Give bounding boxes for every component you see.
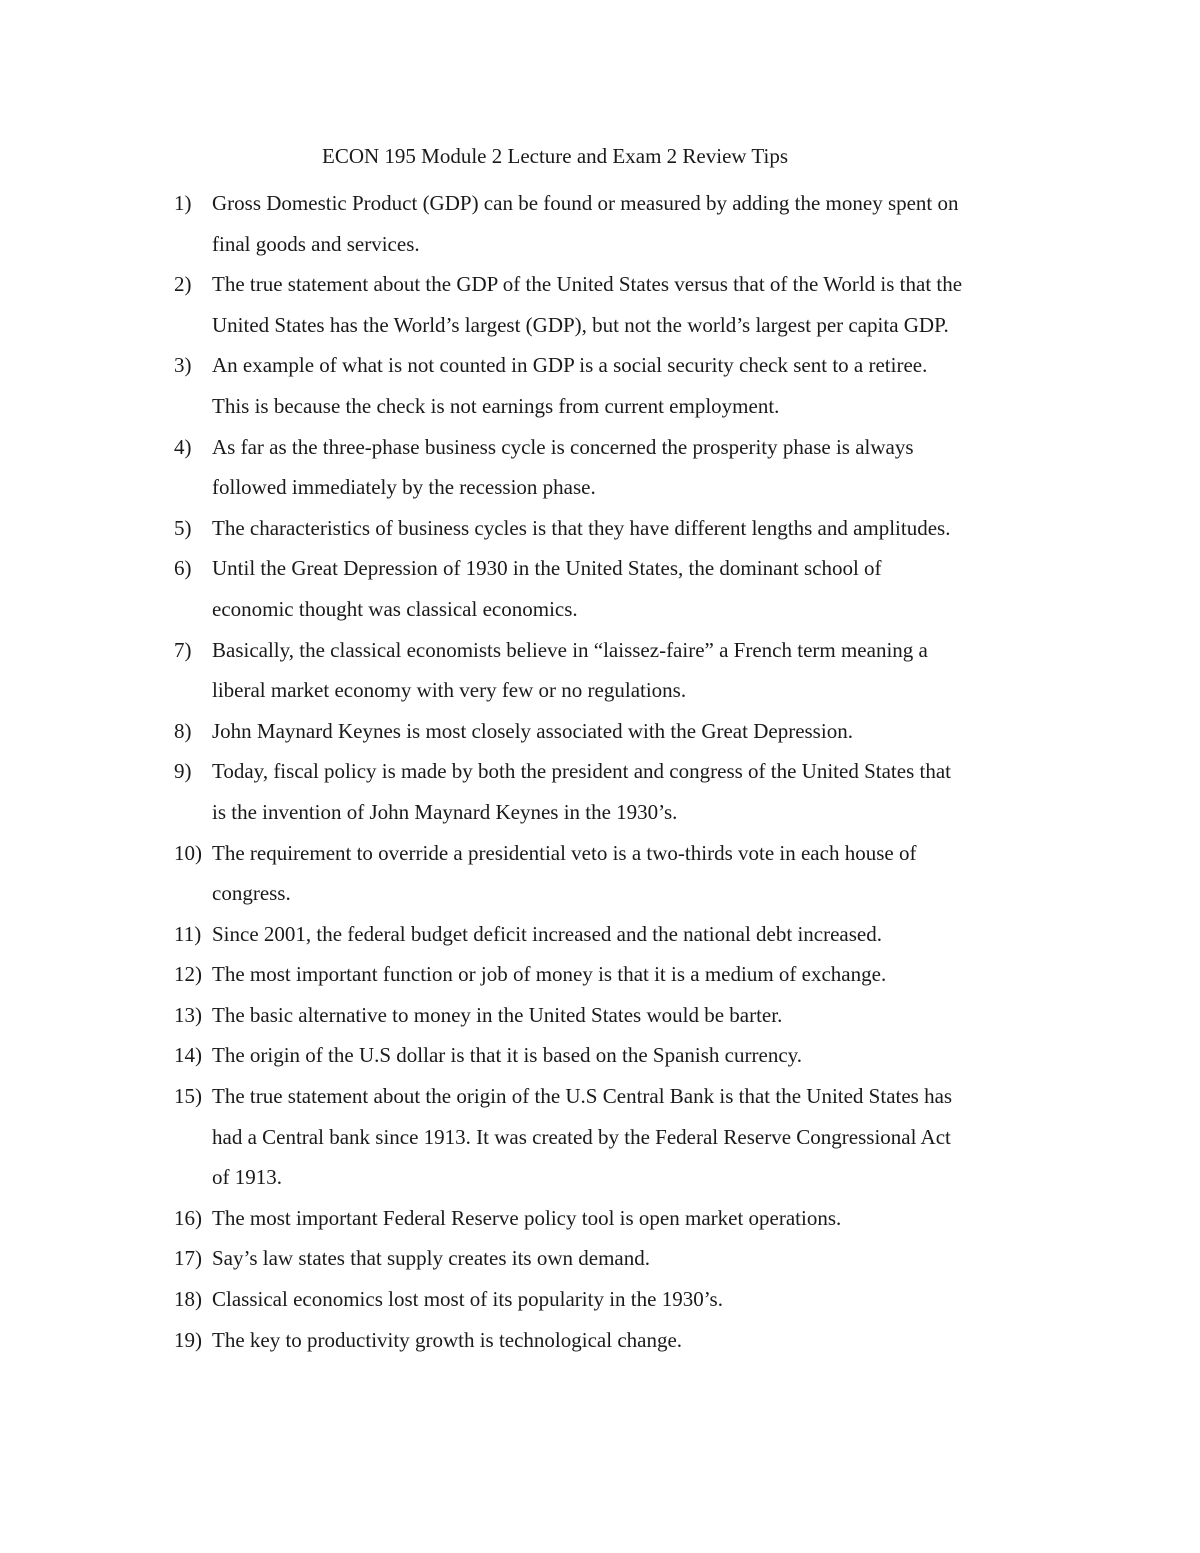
item-number: 3) <box>174 353 192 378</box>
item-number: 7) <box>174 637 192 662</box>
item-text <box>212 1320 1074 1361</box>
list-item <box>174 711 1074 752</box>
item-text <box>212 1238 1074 1279</box>
item-text-line: The most important function or job of money is that it is a medium of exchange. <box>212 962 887 987</box>
item-text-line: This is because the check is not earnings from current employment. <box>212 393 780 418</box>
item-text <box>212 508 1074 549</box>
item-text <box>212 1279 1074 1320</box>
item-text-line: final goods and services. <box>212 231 420 256</box>
list-item <box>174 548 1074 629</box>
item-number: 16) <box>174 1205 202 1230</box>
item-number: 9) <box>174 759 192 784</box>
item-number: 1) <box>174 191 192 215</box>
item-number: 17) <box>174 1246 202 1271</box>
item-text <box>212 1076 1074 1198</box>
item-text-line: The characteristics of business cycles is that they have different lengths and amplitudes. <box>212 515 951 540</box>
item-text-line: Until the Great Depression of 1930 in the United States, the dominant school of <box>212 556 882 581</box>
list-item <box>174 954 1074 995</box>
item-number: 13) <box>174 1002 202 1027</box>
item-text-line: Basically, the classical economists believe in “laissez-faire” a French term meaning a <box>212 637 928 662</box>
list-item <box>174 183 1074 264</box>
item-number: 11) <box>174 921 202 946</box>
item-text <box>212 427 1074 508</box>
list-item <box>174 345 1074 426</box>
item-text-line: The true statement about the GDP of the United States versus that of the World is that the <box>212 272 963 297</box>
review-tips-list <box>174 183 1074 1360</box>
item-number: 10) <box>174 840 202 865</box>
item-text-line: Say’s law states that supply creates its own demand. <box>212 1246 650 1271</box>
list-item <box>174 264 1074 345</box>
item-text-line: The true statement about the origin of the U.S Central Bank is that the United States has <box>212 1084 953 1109</box>
item-text <box>212 548 1074 629</box>
document-title: ECON 195 Module 2 Lecture and Exam 2 Review Tips <box>322 144 789 168</box>
item-text <box>212 995 1074 1036</box>
item-number: 14) <box>174 1043 202 1068</box>
item-text-line: congress. <box>212 881 291 906</box>
list-item <box>174 914 1074 955</box>
item-number: 18) <box>174 1287 202 1312</box>
list-item <box>174 1198 1074 1239</box>
item-text <box>212 183 1074 264</box>
item-text-line: The requirement to override a presidential veto is a two-thirds vote in each house of <box>212 840 917 865</box>
item-text-line: liberal market economy with very few or no regulations. <box>212 678 687 703</box>
item-text-line: John Maynard Keynes is most closely associated with the Great Depression. <box>212 718 853 743</box>
item-text-line: The most important Federal Reserve policy tool is open market operations. <box>212 1205 842 1230</box>
list-item <box>174 427 1074 508</box>
item-text <box>212 630 1074 711</box>
item-text-line: economic thought was classical economics. <box>212 596 578 621</box>
item-text-line: Classical economics lost most of its popularity in the 1930’s. <box>212 1287 723 1312</box>
item-text <box>212 954 1074 995</box>
item-text-line: United States has the World’s largest (GDP), but not the world’s largest per capita GDP. <box>212 312 949 337</box>
item-text-line: The key to productivity growth is technological change. <box>212 1327 683 1352</box>
list-item <box>174 1279 1074 1320</box>
item-text-line: As far as the three-phase business cycle is concerned the prosperity phase is always <box>212 434 914 459</box>
item-text-line: followed immediately by the recession phase. <box>212 475 596 500</box>
item-text-line: is the invention of John Maynard Keynes in the 1930’s. <box>212 799 678 824</box>
item-text <box>212 751 1074 832</box>
list-item <box>174 751 1074 832</box>
item-number: 19) <box>174 1327 202 1352</box>
item-text <box>212 264 1074 345</box>
item-text-line: The origin of the U.S dollar is that it is based on the Spanish currency. <box>212 1043 803 1068</box>
item-text-line: The basic alternative to money in the United States would be barter. <box>212 1002 783 1027</box>
item-number: 2) <box>174 272 192 297</box>
item-text-line: An example of what is not counted in GDP is a social security check sent to a retiree. <box>212 353 928 378</box>
list-item <box>174 1035 1074 1076</box>
list-item <box>174 1076 1074 1198</box>
item-number: 5) <box>174 515 192 540</box>
item-number: 8) <box>174 718 192 743</box>
list-item <box>174 508 1074 549</box>
item-text <box>212 345 1074 426</box>
list-item <box>174 833 1074 914</box>
item-text <box>212 711 1074 752</box>
item-number: 4) <box>174 434 192 459</box>
item-text-line: Today, fiscal policy is made by both the president and congress of the United States that <box>212 759 951 784</box>
item-number: 15) <box>174 1084 202 1109</box>
item-text <box>212 914 1074 955</box>
item-number: 12) <box>174 962 202 987</box>
item-text-line: Gross Domestic Product (GDP) can be found or measured by adding the money spent on <box>212 191 959 215</box>
item-text-line: had a Central bank since 1913. It was created by the Federal Reserve Congressional Act <box>212 1124 951 1149</box>
list-item <box>174 1320 1074 1361</box>
list-item <box>174 995 1074 1036</box>
item-text-line: of 1913. <box>212 1165 282 1190</box>
item-text <box>212 1035 1074 1076</box>
item-number: 6) <box>174 556 192 581</box>
list-item <box>174 1238 1074 1279</box>
item-text <box>212 833 1074 914</box>
item-text <box>212 1198 1074 1239</box>
list-item <box>174 630 1074 711</box>
item-text-line: Since 2001, the federal budget deficit increased and the national debt increased. <box>212 921 882 946</box>
